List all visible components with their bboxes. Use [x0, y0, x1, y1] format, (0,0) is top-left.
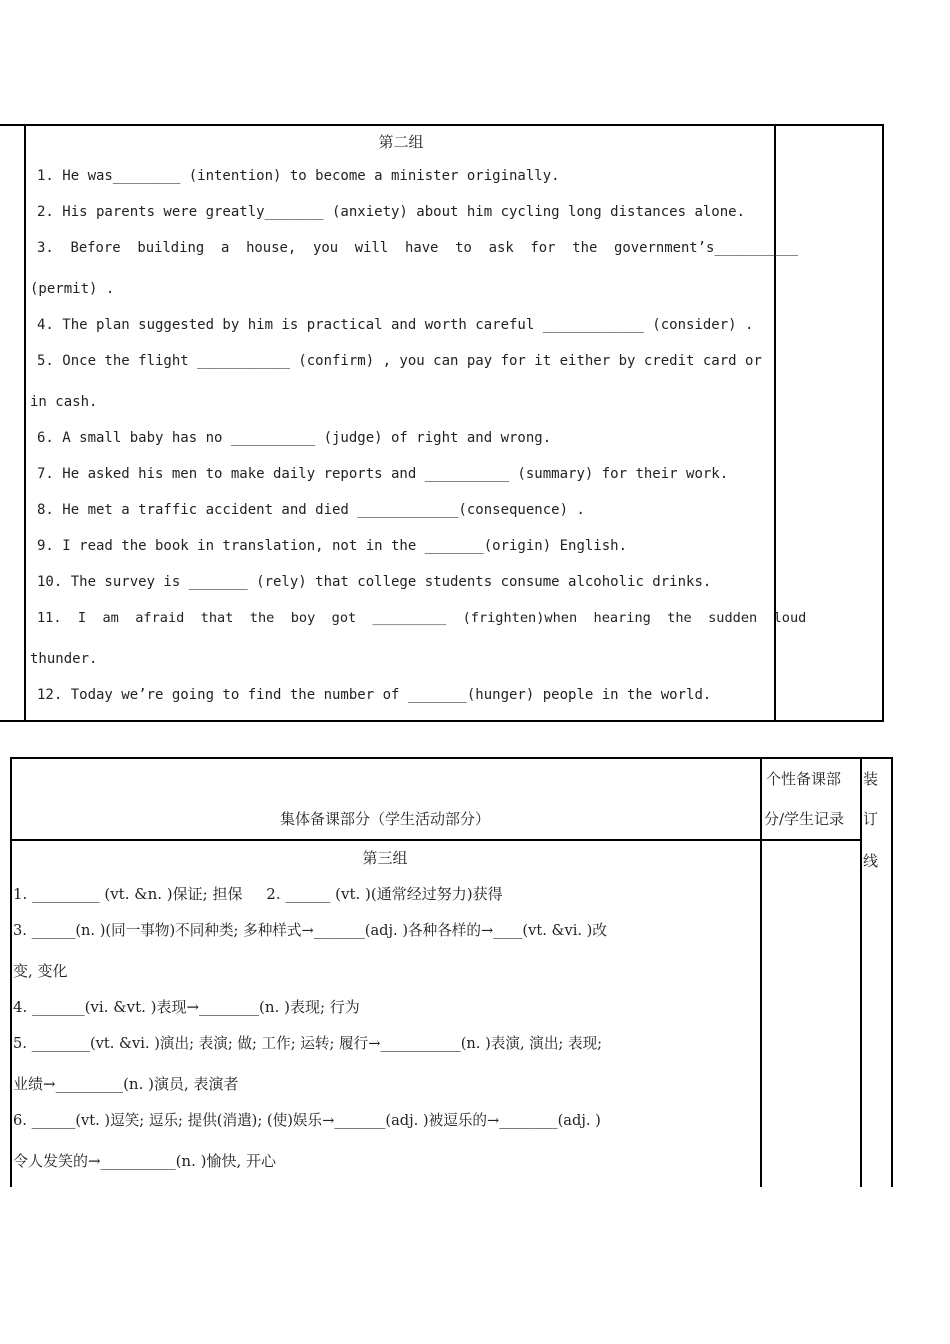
group2-line-3: 3. Before building a house, you will have to ask for the government’s__________ — [37, 240, 799, 256]
group3-line-2: 3. ______(n. )(同一事物)不同种类; 多种样式→_______(adj. )各种各样的→____(vt. &vi. )改 — [13, 922, 607, 939]
group2-line-6: 6. A small baby has no __________ (judge) of right and wrong. — [37, 430, 552, 446]
group2-line-5b: in cash. — [30, 394, 98, 410]
table2-header-personal-2: 分/学生记录 — [764, 810, 845, 828]
group3-line-5: 6. ______(vt. )逗笑; 逗乐; 提供(消遣); (使)娱乐→_______(adj. )被逗乐的→________(adj. ) — [13, 1112, 601, 1129]
group3-line-3: 4. _______(vi. &vt. )表现→________(n. )表现; 行为 — [13, 998, 360, 1016]
group2-line-12: 12. Today we’re going to find the number of _______(hunger) people in the world. — [37, 687, 712, 703]
group2-line-4: 4. The plan suggested by him is practical and worth careful ____________ (consider) . — [37, 317, 754, 333]
group2-line-11: 11. I am afraid that the boy got _________ (frighten)when hearing the sudden loud — [37, 610, 807, 626]
group2-title: 第二组 — [378, 133, 424, 151]
binding-char-1: 装 — [863, 770, 879, 788]
table1-left-column — [0, 124, 26, 722]
table2-header-main: 集体备课部分（学生活动部分） — [279, 810, 490, 828]
binding-char-3: 线 — [863, 852, 879, 870]
group2-line-1: 1. He was________ (intention) to become a minister originally. — [37, 168, 560, 184]
table2-header-divider — [10, 839, 862, 841]
group2-line-2: 2. His parents were greatly_______ (anxiety) about him cycling long distances alone. — [37, 204, 746, 220]
group3-line-2b: 变, 变化 — [13, 962, 68, 980]
group2-line-3b: (permit) . — [30, 281, 115, 297]
group2-line-11b: thunder. — [30, 651, 98, 667]
group2-line-9: 9. I read the book in translation, not in the _______(origin) English. — [37, 538, 628, 554]
table1-notes-column — [774, 124, 884, 722]
table2-divider-personal — [760, 757, 762, 1187]
group2-line-7: 7. He asked his men to make daily reports and __________ (summary) for their work. — [37, 466, 729, 482]
table2-divider-binding — [860, 757, 862, 1187]
table2-header-personal-1: 个性备课部 — [766, 770, 842, 788]
group2-line-10: 10. The survey is _______ (rely) that college students consume alcoholic drinks. — [37, 574, 712, 590]
group2-line-8: 8. He met a traffic accident and died ____________(consequence) . — [37, 502, 585, 518]
binding-char-2: 订 — [863, 810, 879, 828]
group3-line-4: 5. ________(vt. &vi. )演出; 表演; 做; 工作; 运转; 履行→___________(n. )表演, 演出; 表现; — [13, 1035, 603, 1052]
group3-title: 第三组 — [362, 849, 408, 867]
group3-line-4b: 业绩→_________(n. )演员, 表演者 — [13, 1075, 239, 1093]
group2-line-5: 5. Once the flight ___________ (confirm) , you can pay for it either by credit card or — [37, 353, 762, 369]
group3-line-5b: 令人发笑的→__________(n. )愉快, 开心 — [13, 1152, 277, 1170]
group3-line-1: 1. _________ (vt. &n. )保证; 担保 2. ______ (vt. )(通常经过努力)获得 — [13, 885, 503, 903]
